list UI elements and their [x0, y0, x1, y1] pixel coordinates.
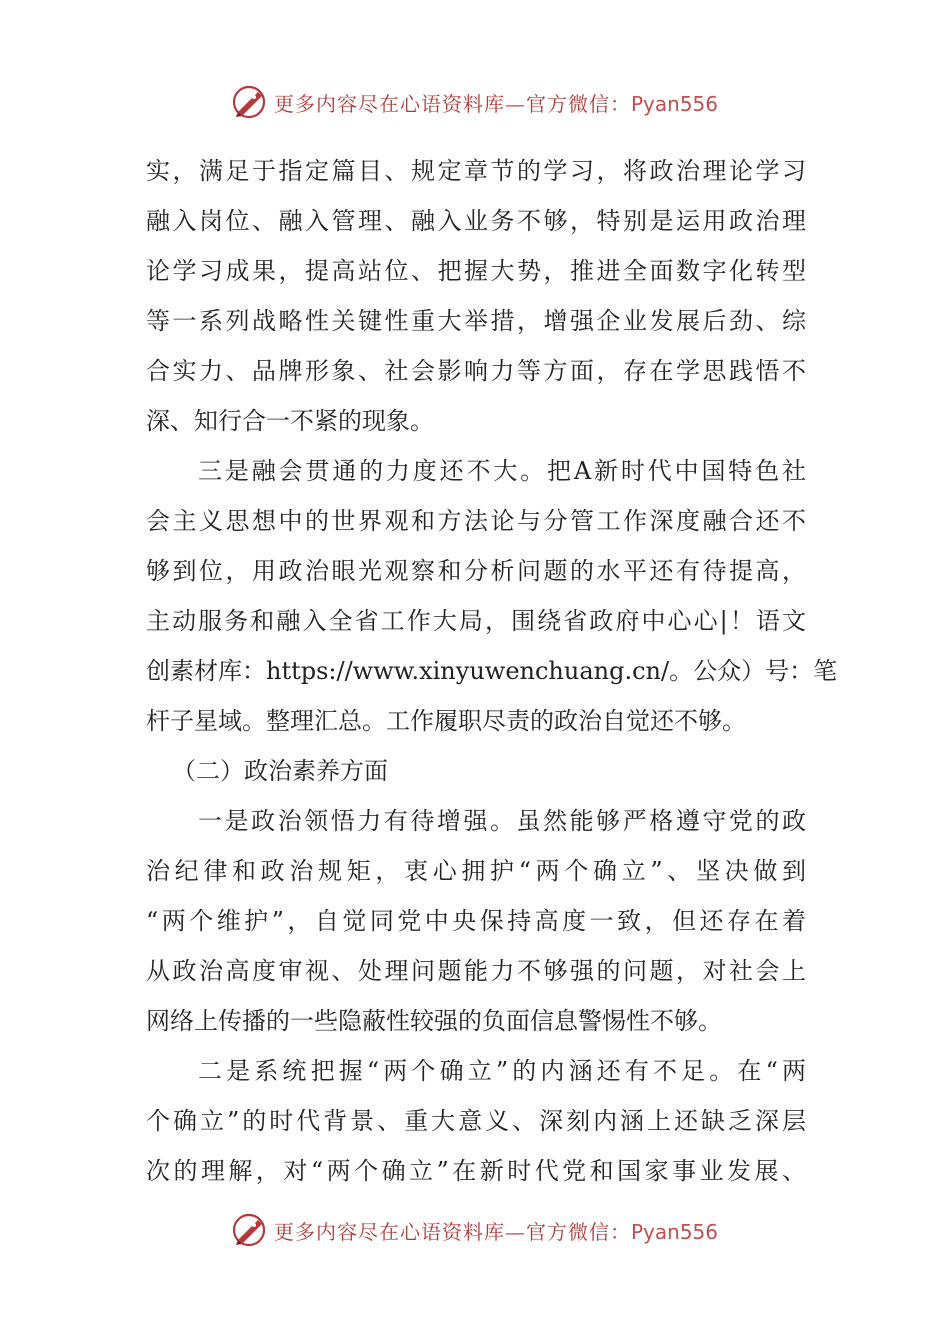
text-line: 创素材库：https://www.xinyuwenchuang.cn/。公众）号：笔	[146, 657, 838, 685]
text-line: 次的理解，对“两个确立”在新时代党和国家事业发展、	[146, 1157, 806, 1185]
text-line: 主动服务和融入全省工作大局，围绕省政府中心心|！语文	[146, 607, 806, 635]
text-line: 实，满足于指定篇目、规定章节的学习，将政治理论学习	[146, 157, 806, 185]
text-line: 够到位，用政治眼光观察和分析问题的水平还有待提高，	[146, 557, 806, 585]
text-line: 等一系列战略性关键性重大举措，增强企业发展后劲、综	[146, 307, 806, 335]
text-line: 合实力、品牌形象、社会影响力等方面，存在学思践悟不	[146, 357, 806, 385]
header-banner-separator: —	[504, 91, 526, 116]
text-line: 论学习成果，提高站位、把握大势，推进全面数字化转型	[146, 257, 806, 285]
text-line: 治纪律和政治规矩，衷心拥护“两个确立”、坚决做到	[146, 857, 806, 885]
footer-banner	[0, 1210, 950, 1250]
section-heading: （二）政治素养方面	[172, 757, 388, 785]
text-line: 深、知行合一不紧的现象。	[146, 407, 434, 435]
footer-banner-separator: —	[504, 1219, 526, 1244]
header-banner-prefix: 更多内容尽在心语资料库	[273, 91, 505, 116]
text-line: 融入岗位、融入管理、融入业务不够，特别是运用政治理	[146, 207, 806, 235]
pen-logo-icon	[232, 1212, 268, 1248]
document-body	[146, 146, 838, 1196]
footer-banner-middle: 官方微信：	[525, 1219, 631, 1244]
paragraph-start: 三是融会贯通的力度还不大。把A新时代中国特色社	[198, 457, 806, 485]
text-line: 杆子星域。整理汇总。工作履职尽责的政治自觉还不够。	[146, 707, 746, 735]
text-line: 会主义思想中的世界观和方法论与分管工作深度融合还不	[146, 507, 806, 535]
header-banner-wechat: Pyan556	[630, 91, 718, 116]
footer-banner-wechat: Pyan556	[630, 1219, 718, 1244]
footer-banner-prefix: 更多内容尽在心语资料库	[273, 1219, 505, 1244]
text-line: 从政治高度审视、处理问题能力不够强的问题，对社会上	[146, 957, 806, 985]
footer-banner-text	[274, 1216, 718, 1245]
text-line: “两个维护”，自觉同党中央保持高度一致，但还存在着	[146, 907, 806, 935]
header-banner-middle: 官方微信：	[525, 91, 631, 116]
header-banner	[0, 82, 950, 122]
text-line: 网络上传播的一些隐蔽性较强的负面信息警惕性不够。	[146, 1007, 722, 1035]
pen-logo-icon	[232, 84, 268, 120]
paragraph-start: 二是系统把握“两个确立”的内涵还有不足。在“两	[198, 1057, 806, 1085]
text-line: 个确立”的时代背景、重大意义、深刻内涵上还缺乏深层	[146, 1107, 806, 1135]
paragraph-start: 一是政治领悟力有待增强。虽然能够严格遵守党的政	[198, 807, 806, 835]
header-banner-text	[274, 88, 718, 117]
